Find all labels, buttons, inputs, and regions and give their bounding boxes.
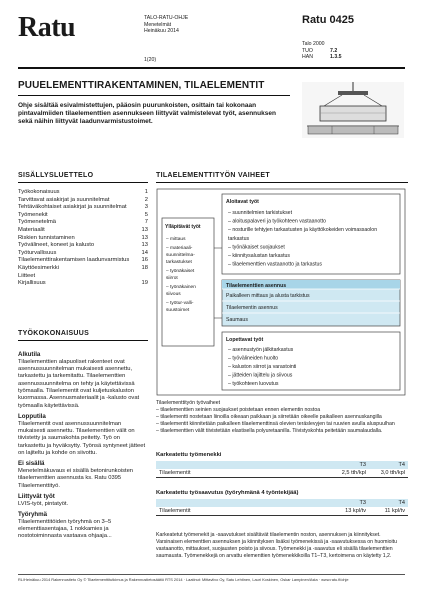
section-subheading: Työryhmä (18, 510, 48, 518)
footer-rule (18, 574, 405, 575)
toc-item (18, 227, 148, 235)
ending-work-item: – kaluston siirrot ja varastointi (228, 364, 297, 370)
installation-step: Tilaelementin asennus (226, 305, 278, 311)
maintaining-work-item: – työtur-valli- (166, 301, 194, 306)
table-caption: Karkeatettu työsaavutus (työryhmänä 4 työntekijää) (156, 490, 299, 496)
installation-step: Paikalleen mittaus ja alusta tarkistus (226, 293, 310, 299)
title-rule (18, 95, 290, 96)
starting-work-item: – nosturille tehtyjen tarkastusten ja käyttökokeiden voimassaolon (228, 227, 378, 234)
class-value: 7.2 (330, 47, 338, 54)
meta-line: TALO-RATU-OHJE (144, 15, 189, 21)
table-of-contents (18, 189, 148, 288)
toc-item-page: 14 (141, 249, 148, 256)
work-phase-diagram (156, 188, 406, 398)
section-subheading: Lopputila (18, 412, 46, 420)
toc-item-title: Tilaelementtirakentamisen laadunvarmistus (18, 257, 130, 264)
toc-item-page: 1 (144, 189, 148, 195)
section-paragraph: Tilaelementit ovat asennussuunnitelman mukaisesti asennettu. Tilaelementtien välit on tiivistetty ja saumakohta peitetty. Työ on tarkastettu ja hyväksytty. Työnsä syntyneet jätteet on lajiteltu ja kohde on siivottu. (18, 420, 146, 456)
document-code: Ratu 0425 (302, 14, 354, 26)
toc-item (18, 242, 148, 250)
maintaining-work-item: siivous (166, 292, 181, 297)
ending-work-item: – jätteiden lajittelu ja siivous (228, 372, 293, 379)
ending-work-item: – asennustyön jälkitarkastus (228, 347, 294, 353)
toc-item-page: 5 (144, 211, 148, 218)
toc-item (18, 235, 148, 243)
column-header: T4 (398, 462, 405, 468)
starting-work-item: – suunnitelmien tarkistukset (228, 210, 293, 216)
page-title: PUUELEMENTTIRAKENTAMINEN, TILAELEMENTIT (18, 80, 265, 91)
installation-title: Tilaelementtien asennus (226, 283, 287, 289)
maintaining-work-item: tarkastukset (166, 260, 192, 265)
work-output-table (156, 490, 408, 516)
maintaining-work-item: siirrot (166, 276, 178, 281)
footer-credits: RL/Heinäkuu 2014 Rakennustieto Oy © Tilaelementtitutkimus ja Rakennustietosäätiö RTS 2014 · Laatinut: Mittaviivo Oy, Satu Lehtinen, Lauri Koskinen, Oskar Lampinen/Asta · www.ratu.fi/ohje (18, 577, 349, 582)
toc-item (18, 280, 148, 288)
maintaining-work-item: suustoimet (166, 308, 190, 313)
table-cell: Tilaelementit (159, 470, 191, 476)
crane-lift-illustration (302, 82, 404, 138)
header-meta (144, 15, 188, 35)
column-header: T3 (359, 500, 366, 506)
class-key: TUO (302, 47, 313, 54)
toc-item (18, 265, 148, 273)
toc-item-page: 3 (144, 204, 148, 211)
section-paragraph: Tilaelementtien alapuoliset rakenteet ovat asennussuunnitelman mukaisesti asennettu, tarkastettu ja tarkemitattu. Tilaelementtien asennussuunnitelma on tehty ja käytettävissä työmaalla. Tilaelementit ovat kuljetuskaluston kuormassa. Asennusmateriaalit ja -kalusto ovat työmaalla käytettävissä. (18, 358, 140, 409)
effort-explanation: Karkeatetut työmenekit ja -saavutukset sisältävät tilaelementin noston, asennuksen ja kiinnitykset. Varsinaisen elementtien asennuksen ja kiinnityksen lisäksi työmenekissä ja -saavutuksessa on huomioitu vastaanotto, mittaukset, suojausten poisto ja siivous. Työmenekki ja -saavutus eli sisällä tilaelementtien saumausta. Työmenekkejä on arvattu elementtien työmenekkikoilla T1–T3, kertoimena on käytetty 1,2. (156, 532, 397, 559)
toc-item-title: Työturvallisuus (18, 249, 57, 256)
note-line: – tilaelementtien välit tiivistetään elastisella polyuretaanilla. Tiivistyskohta peitetään saumalaudalla. (156, 428, 383, 434)
toc-item (18, 212, 148, 220)
maintaining-work-item: – mittaus (166, 237, 186, 242)
work-effort-table (156, 452, 408, 478)
section-paragraph: LVIS-työt, pintatyöt. (18, 500, 69, 507)
toc-item-page: 13 (141, 234, 148, 241)
ending-work-item: – työvälineiden huolto (228, 355, 279, 362)
toc-item-page: 16 (141, 257, 148, 264)
table-cell: Tilaelementit (159, 508, 191, 514)
toc-item (18, 257, 148, 265)
toc-item-page: 18 (141, 264, 148, 271)
table-row (156, 469, 408, 478)
starting-work-item: tarkastus (228, 235, 250, 242)
toc-item-page: 13 (141, 226, 148, 233)
toc-item-page: 13 (141, 242, 148, 249)
note-line: – tilaelementti nostetaan liinoilla oikeaan paikkaan ja siirretään oikeelle paikalleen asennuskangilla (156, 414, 382, 420)
header-rule (18, 67, 405, 69)
maintaining-work-item: – työnäkaiset (166, 269, 195, 274)
toc-item-title: Liitteet (18, 272, 36, 279)
tyokokonaisuus-heading: TYÖKOKONAISUUS (18, 330, 90, 337)
toc-item-title: Käyttöesimerkki (18, 264, 59, 271)
tyokokonaisuus-body (18, 348, 148, 541)
starting-work-title: Aloitavat työt (226, 199, 259, 205)
section-subheading: Ei sisällä (18, 460, 45, 468)
diagram-rule (156, 182, 408, 183)
toc-item-title: Työmenetelmä (18, 219, 57, 226)
toc-item-title: Työvälineet, koneet ja kalusto (18, 242, 95, 249)
section-paragraph: Menetelmäkuvaus ei sisällä betonirunkoisten tilaelementtien asennusta ks. Ratu 0395 Tilaelementtityö. (18, 467, 134, 489)
intro-text: Ohje sisältää esivalmistettujen, pääosin puurunkoisten, osittain tai kokonaan pintavalmiiden tilaelementtien asennukseen liittyvät valmistelevat työt, asennuksen sekä näihin liittyvät laadunvarmistustoimet. (18, 102, 276, 126)
toc-item-title: Työmenekit (18, 211, 48, 218)
note-line: Tilaelementtityön työvaiheet (156, 400, 221, 406)
column-header: T4 (398, 500, 405, 506)
page-number: 1(20) (144, 57, 157, 63)
toc-item-title: Riskien tunnistaminen (18, 234, 75, 241)
section-subheading: Liittyvät työt (18, 492, 55, 500)
ending-work-title: Lopettavat työt (226, 337, 264, 343)
table-cell: 13 kpl/tv (345, 508, 366, 514)
toc-item-page: 2 (144, 196, 148, 203)
maintaining-work-item: – materiaali- (166, 246, 193, 251)
note-line: – tilaelementtien seinien suojaukset poistetaan ennen elementin nostoa (156, 407, 321, 413)
maintaining-work-item: suunnittelma- (166, 253, 195, 258)
column-header: T3 (359, 462, 366, 468)
diagram-heading: TILAELEMENTTITYÖN VAIHEET (156, 172, 270, 179)
toc-item-title: Kirjallisuus (18, 280, 46, 287)
toc-item (18, 204, 148, 212)
class-value: 1.3.5 (330, 54, 342, 61)
ratu-logo: Ratu (18, 12, 76, 43)
document-classification (302, 41, 372, 61)
class-key: HAN (302, 54, 313, 61)
meta-line: Menetelmät (144, 21, 172, 28)
toc-item (18, 273, 148, 281)
toc-item (18, 197, 148, 205)
phase-notes (156, 400, 408, 435)
table-cell: 3,0 tth/kpl (380, 470, 405, 476)
toc-item-title: Materiaalit (18, 226, 45, 233)
tyokokonaisuus-rule (18, 340, 148, 341)
toc-item-title: Tehtäväkohtaiset asiakirjat ja suunnitelmat (18, 204, 127, 211)
toc-item (18, 189, 148, 197)
section-subheading: Alkutila (18, 351, 41, 358)
toc-item (18, 219, 148, 227)
starting-work-item: – aloituspalaveri ja työkohteen vastaanotto (228, 218, 327, 225)
toc-heading: SISÄLLYSLUETTELO (18, 172, 94, 179)
toc-item (18, 250, 148, 258)
toc-item-title: Tarvittavat asiakirjat ja suunnitelmat (18, 196, 110, 203)
ending-work-item: – työkohteen luovutus (228, 381, 279, 387)
meta-line: Heinäkuu 2014 (144, 28, 179, 35)
installation-step: Saumaus (226, 317, 248, 323)
toc-item-page: 7 (144, 219, 148, 226)
starting-work-item: – kiinnitysalustan tarkastus (228, 253, 290, 259)
class-key: Talo 2000 (302, 41, 325, 47)
starting-work-item: – tilaelementtien vastaanotto ja tarkastus (228, 261, 323, 268)
toc-item-page: 19 (141, 280, 148, 287)
table-caption: Karkeatettu työmenekki (156, 452, 222, 458)
table-header (156, 499, 408, 507)
table-cell: 2,5 tth/kpl (341, 470, 366, 476)
table-cell: 11 kpl/tv (384, 508, 405, 514)
maintaining-work-title: Ylläpitävät työt (165, 224, 201, 230)
toc-item-title: Työkokonaisuus (18, 189, 60, 195)
section-paragraph: Tilaelementtitöiden työryhmä on 3–5 elementtiasentajaa, 1 nokkamies ja nostotoiminnasta vastaava ohjaaja... (18, 518, 112, 540)
table-row (156, 507, 408, 516)
table-header (156, 461, 408, 469)
maintaining-work-item: – työnäkainen (166, 285, 196, 290)
note-line: – tilaelementit kiinnitetään paikalleen tilaelementtinsä olevien teräslevyjen tai ruuvien avulla aluspuulhan (156, 421, 395, 427)
starting-work-item: – työnäkaiset suojaukset (228, 244, 285, 251)
toc-rule (18, 182, 148, 183)
